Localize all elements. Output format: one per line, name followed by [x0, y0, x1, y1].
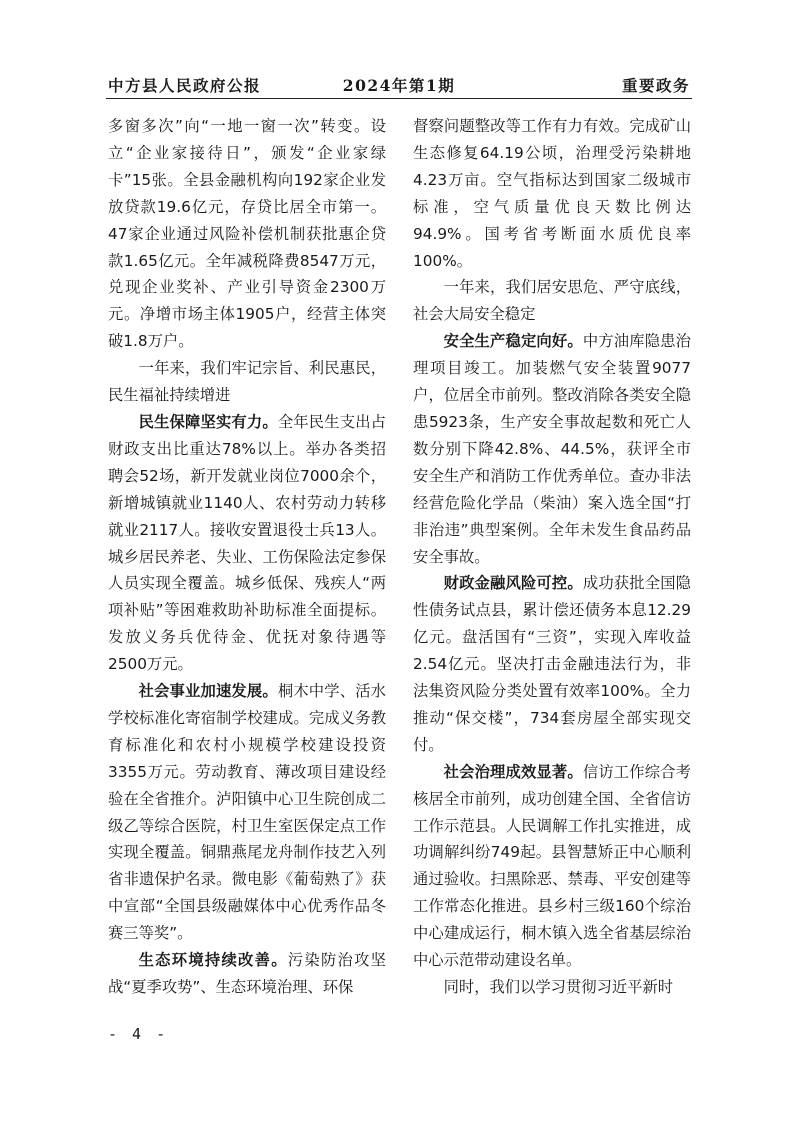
- paragraph: 多窗多次”向“一地一窗一次”转变。设立“企业家接待日”，颁发“企业家绿卡”15张。全县金融机构向192家企业发放贷款19.6亿元，存贷比居全市第一。47家企业通过风险补偿机制获批惠企贷款1.65亿元。全年减税降费8547万元，兑现企业奖补、产业引导资金2300万元。净增市场主体1905户，经营主体突破1.8万户。: [108, 117, 386, 351]
- page-number: - 4 -: [108, 1025, 169, 1043]
- paragraph: [108, 678, 386, 947]
- right-column: [413, 113, 691, 1058]
- paragraph: [413, 570, 691, 758]
- paragraph-text: 信访工作综合考核居全市前列，成功创建全国、全省信访工作示范县。人民调解工作扎实推进，成功调解纠纷749起。县智慧矫正中心顺利通过验收。扫黑除恶、禁毒、平安创建等工作常态化推进。县乡村三级160个综治中心建成运行，桐木镇入选全省基层综治中心示范带动建设名单。: [413, 762, 691, 970]
- paragraph-text: 污染防治攻坚战“夏季攻势”、生态环境治理、环保: [108, 951, 386, 996]
- paragraph-text: 成功获批全国隐性债务试点县，累计偿还债务本息12.29亿元。盘活国有“三资”，实现入库收益2.54亿元。坚决打击金融违法行为，非法集资风险分类处置有效率100%。全力推动“保交楼”，734套房屋全部实现交付。: [413, 574, 691, 754]
- issue-number: 2024年第1期: [342, 76, 456, 95]
- paragraph-text: 中方油库隐患治理项目竣工。加装燃气安全装置9077户，位居全市前列。整改消除各类安全隐患5923条，生产安全事故起数和死亡人数分别下降42.8%、44.5%，获评全市安全生产和消防工作优秀单位。查办非法经营危险化学品（柴油）案入选全国“打非治违”典型案例。全年未发生食品药品安全事故。: [413, 332, 691, 566]
- paragraph-lead: 安全生产稳定向好。: [443, 332, 583, 351]
- paragraph-lead: 生态环境持续改善。: [138, 951, 288, 970]
- header-rule: [106, 98, 692, 99]
- section-title: 一年来，我们居安思危、严守底线，社会大局安全稳定: [413, 278, 691, 324]
- paragraph: 同时，我们以学习贯彻习近平新时: [443, 978, 674, 996]
- paragraph: [108, 947, 386, 1001]
- section-title: 一年来，我们牢记宗旨、利民惠民，民生福祉持续增进: [108, 359, 386, 405]
- left-column: [108, 113, 386, 1058]
- paragraph: [108, 409, 386, 678]
- gazette-title: 中方县人民政府公报: [108, 76, 262, 95]
- section-label: 重要政务: [621, 76, 690, 95]
- paragraph-text: 桐木中学、活水学校标准化寄宿制学校建成。完成义务教育标准化和农村小规模学校建设投资3355万元。劳动教育、薄改项目建设经验在全省推介。泸阳镇中心卫生院创成二级乙等综合医院，村卫生室医保定点工作实现全覆盖。铜鼎燕尾龙舟制作技艺入列省非遗保护名录。微电影《葡萄熟了》获中宣部“全国县级融媒体中心优秀作品冬赛三等奖”。: [108, 682, 386, 943]
- paragraph-lead: 财政金融风险可控。: [443, 574, 583, 593]
- paragraph: 督察问题整改等工作有力有效。完成矿山生态修复64.19公顷，治理受污染耕地4.23万亩。空气指标达到国家二级城市标准，空气质量优良天数比例达94.9%。国考省考断面水质优良率100%。: [413, 117, 691, 270]
- paragraph: [413, 328, 691, 570]
- page-header: [108, 72, 690, 98]
- paragraph-lead: 社会治理成效显著。: [443, 762, 583, 781]
- paragraph-lead: 社会事业加速发展。: [138, 682, 278, 701]
- paragraph: [413, 759, 691, 974]
- paragraph-lead: 民生保障坚实有力。: [138, 412, 278, 431]
- paragraph-text: 全年民生支出占财政支出比重达78%以上。举办各类招聘会52场，新开发就业岗位7000余个，新增城镇就业1140人、农村劳动力转移就业2117人。接收安置退役士兵13人。城乡居民养老、失业、工伤保险法定参保人员实现全覆盖。城乡低保、残疾人“两项补贴”等困难救助补助标准全面提标。发放义务兵优待金、优抚对象待遇等2500万元。: [108, 412, 386, 674]
